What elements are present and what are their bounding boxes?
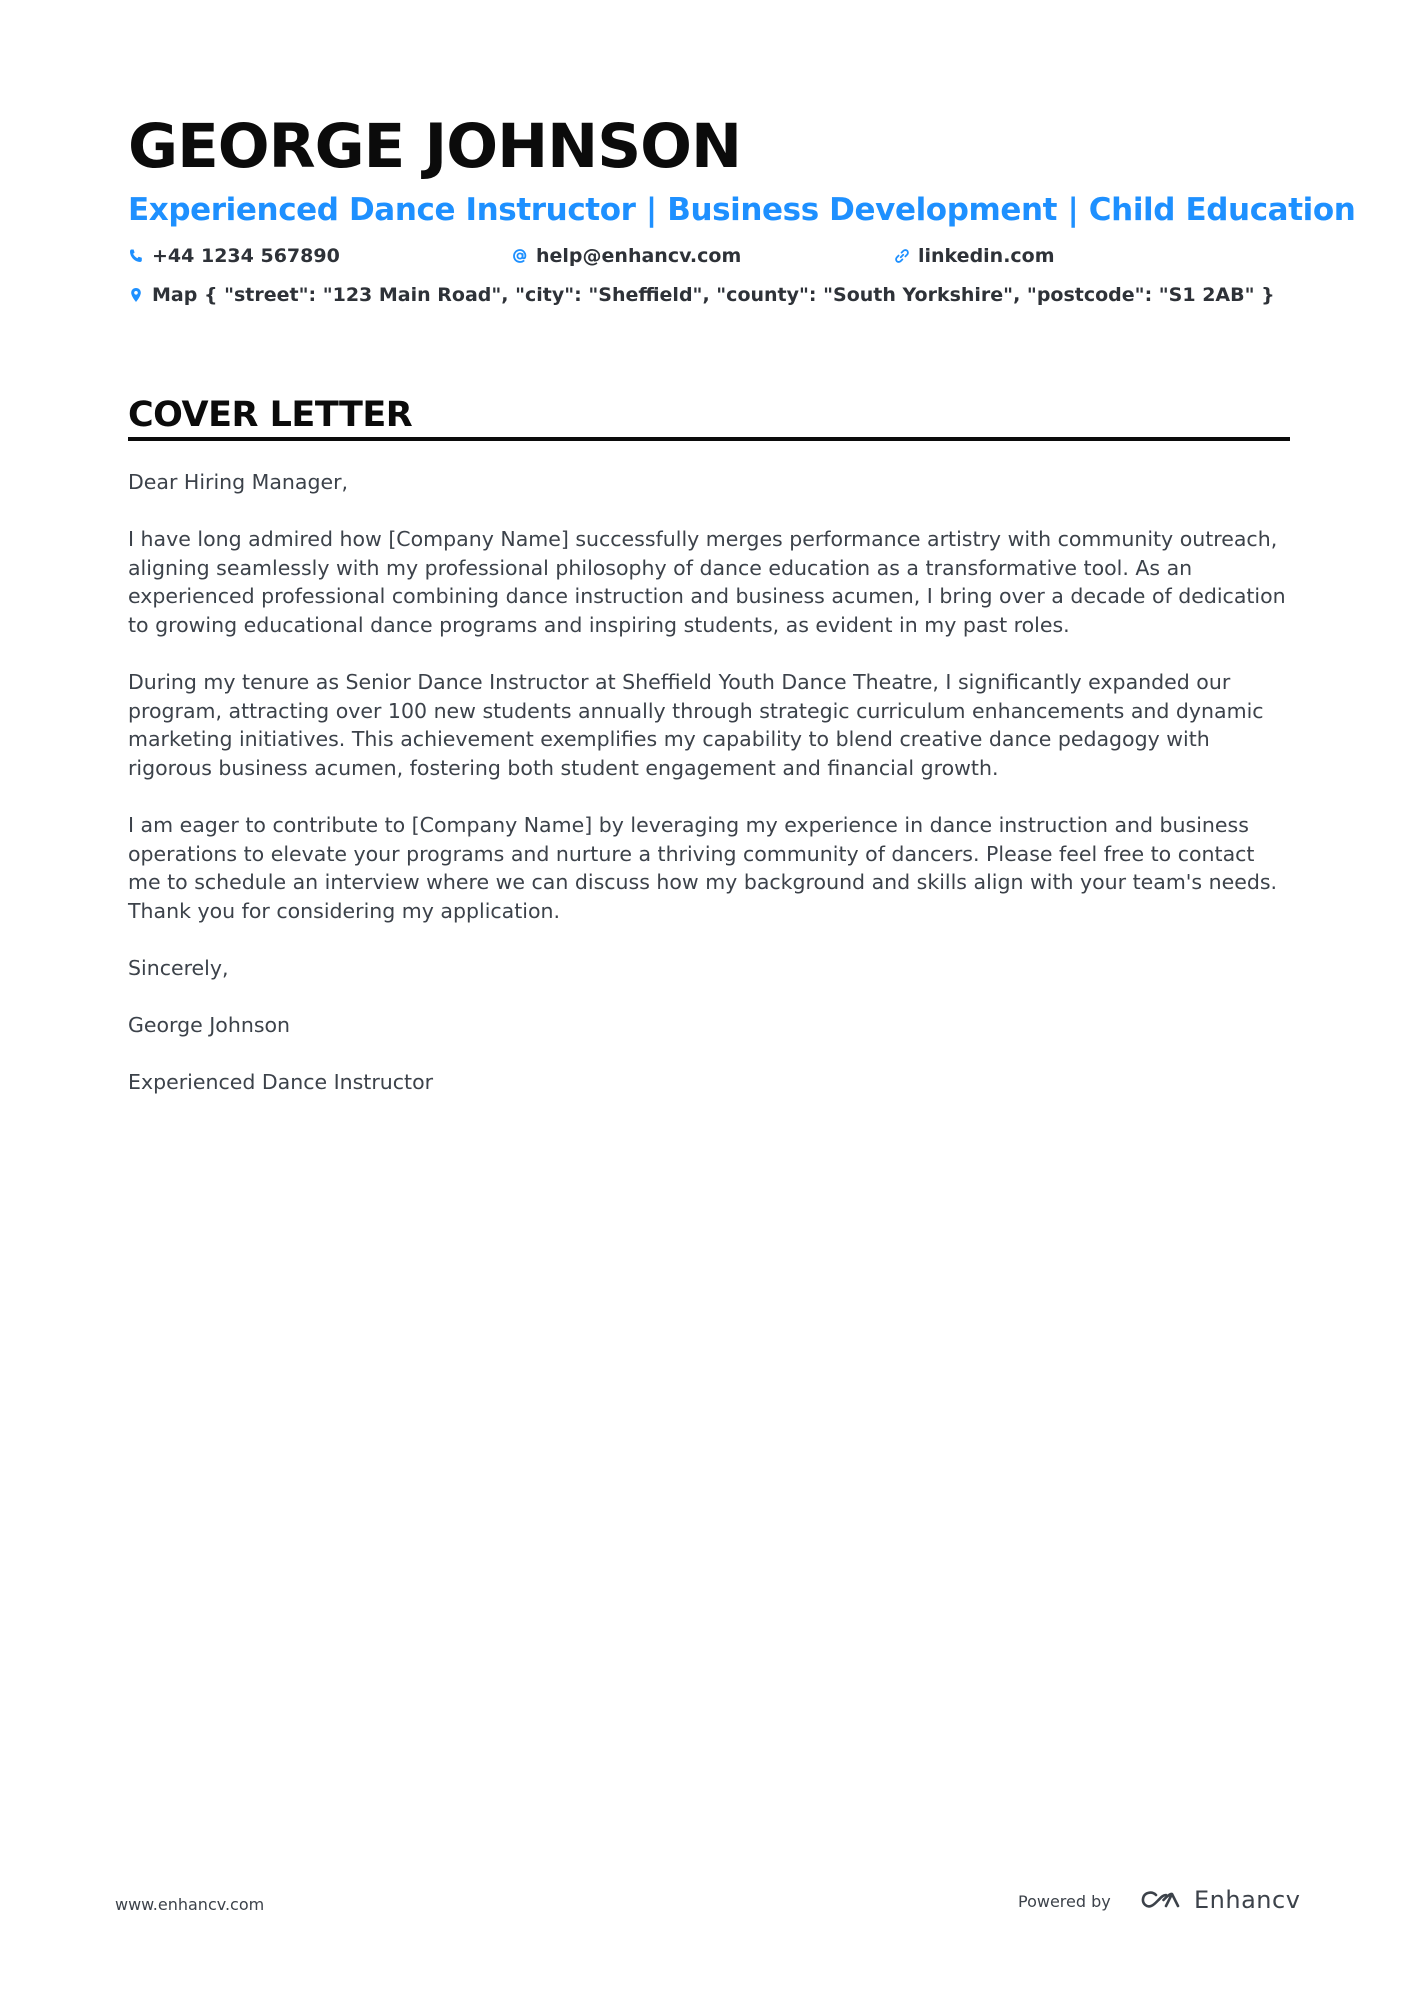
enhancv-logo-icon [1138,1888,1184,1912]
letter-closing: Sincerely, [128,956,229,981]
section-title: COVER LETTER [128,395,413,435]
candidate-headline: Experienced Dance Instructor | Business Development | Child Education [128,192,1356,228]
letter-paragraph: During my tenure as Senior Dance Instructor at Sheffield Youth Dance Theatre, I significantly expanded our program, attracting over 100 new students annually through strategic curriculum enhancements and dynamic marketing initiatives. This achievement exemplifies my capability to blend creative dance pedagogy with rigorous business acumen, fostering both student engagement and financial growth. [128,670,1264,780]
email-text: help@enhancv.com [536,245,742,267]
signature-title: Experienced Dance Instructor [128,1070,434,1095]
powered-by-label: Powered by [1018,1892,1111,1911]
candidate-name: GEORGE JOHNSON [128,111,742,182]
contact-email[interactable] [512,244,741,268]
letter-body [128,468,1290,1126]
linkedin-text: linkedin.com [918,245,1055,267]
signature-name: George Johnson [128,1013,291,1038]
phone-text: +44 1234 567890 [152,245,340,267]
contact-address [128,283,1275,307]
location-pin-icon [128,287,144,303]
contact-linkedin[interactable] [894,244,1055,268]
footer-url[interactable]: www.enhancv.com [115,1895,265,1914]
link-icon [894,248,910,264]
letter-greeting: Dear Hiring Manager, [128,470,349,494]
address-text: Map { "street": "123 Main Road", "city": "Sheffield", "county": "South Yorkshire", "postcode": "S1 2AB" } [152,284,1275,306]
letter-paragraph: I have long admired how [Company Name] successfully merges performance artistry with community outreach, aligning seamlessly with my professional philosophy of dance education as a transformative tool. As an experienced professional combining dance instruction and business acumen, I bring over a decade of dedication to growing educational dance programs and inspiring students, as evident in my past roles. [128,527,1286,637]
phone-icon [128,248,144,264]
enhancv-brand[interactable] [1138,1888,1300,1912]
at-icon [512,248,528,264]
contact-phone [128,244,340,268]
brand-name: Enhancv [1194,1886,1301,1914]
section-divider [128,437,1290,441]
letter-paragraph: I am eager to contribute to [Company Name] by leveraging my experience in dance instruction and business operations to elevate your programs and nurture a thriving community of dancers. Please feel free to contact me to schedule an interview where we can discuss how my background and skills align with your team's needs. Thank you for considering my application. [128,813,1278,923]
